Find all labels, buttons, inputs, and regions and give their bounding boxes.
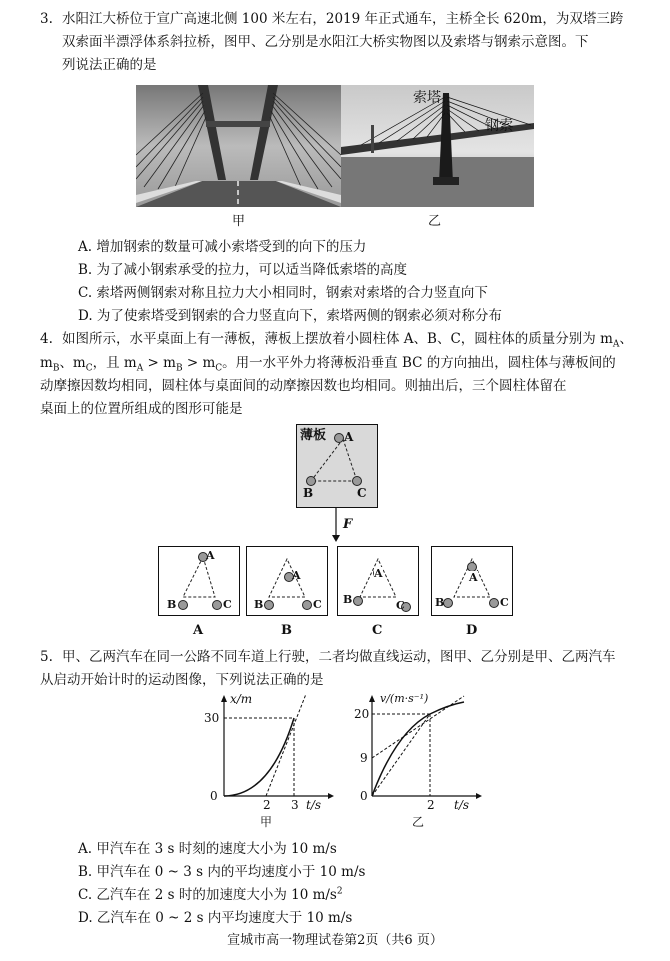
q5-stem-line-2: 从启动开始计时的运动图像，下列说法正确的是 — [40, 672, 324, 688]
graph-yi-xtick-2: 2 — [427, 798, 435, 812]
graph-jia-xtick-3: 3 — [291, 798, 299, 812]
box-b-point-a: A — [292, 569, 301, 582]
q3-stem-line-2: 双索面半漂浮体系斜拉桥，图甲、乙分别是水阳江大桥实物图以及索塔与钢索示意图。下 — [62, 34, 589, 50]
force-arrow-icon — [330, 507, 342, 543]
box-c-point-a: A — [374, 567, 383, 580]
box-d-point-a: A — [469, 571, 478, 584]
box-d-point-b: B — [435, 596, 445, 609]
graph-jia-xlabel: t/s — [306, 798, 322, 812]
q5-option-d: D. 乙汽车在 0 ~ 2 s 内平均速度大于 10 m/s — [78, 910, 353, 926]
option-label-b: B — [281, 623, 292, 638]
q4-stem-line-3: 动摩擦因数均相同，圆柱体与桌面间的动摩擦因数也均相同。则抽出后，三个圆柱体留在 — [40, 378, 567, 394]
graph-yi-origin: 0 — [360, 789, 368, 803]
box-b-point-b: B — [254, 598, 264, 611]
graph-yi-ytick-9: 9 — [360, 751, 368, 765]
box-c-point-c: C — [396, 599, 405, 612]
option-box-d — [431, 546, 513, 616]
graph-jia-xtick-2: 2 — [263, 798, 271, 812]
tower-label: 索塔 — [413, 90, 441, 106]
q5-stem-line-1: 甲、乙两汽车在同一公路不同车道上行驶，二者均做直线运动，图甲、乙分别是甲、乙两汽车 — [62, 649, 616, 665]
q4-stem-line-2: $m_B$、$m_C$，且 $m_A > m_B > m_C$。用一水平外力将薄板沿垂直 BC 的方向抽出，圆柱体与薄板间的 — [40, 355, 616, 374]
q5-number: 5. — [40, 649, 53, 665]
q3-stem-line-3: 列说法正确的是 — [62, 57, 157, 73]
graph-jia-ylabel: x/m — [230, 692, 253, 706]
plate-figure — [296, 424, 378, 508]
graph-yi — [356, 692, 486, 832]
option-box-c — [337, 546, 419, 616]
option-label-c: C — [372, 623, 383, 638]
bridge-photo-right — [341, 85, 534, 207]
graph-yi-caption: 乙 — [412, 815, 425, 829]
q3-stem-line-1: 水阳江大桥位于宣广高速北侧 100 米左右，2019 年正式通车，主桥全长 620m，为双塔三跨 — [62, 11, 624, 27]
option-box-b — [246, 546, 328, 616]
page-footer: 宣城市高一物理试卷第2页（共6 页） — [227, 933, 443, 948]
graph-jia-ytick: 30 — [204, 711, 220, 725]
q3-option-b: B. 为了减小钢索承受的拉力，可以适当降低索塔的高度 — [78, 262, 408, 278]
q4-number: 4. — [40, 331, 53, 347]
box-a-point-c: C — [223, 598, 232, 611]
plate-point-b: B — [303, 486, 314, 500]
graph-jia-origin: 0 — [210, 789, 218, 803]
q3-option-d: D. 为了使索塔受到钢索的合力竖直向下，索塔两侧的钢索必须对称分布 — [78, 308, 502, 324]
q5-option-c: C. 乙汽车在 2 s 时的加速度大小为 10 $m/s^2$ — [78, 886, 343, 903]
option-label-a: A — [193, 623, 204, 638]
graph-yi-ylabel: v/(m·s⁻¹) — [380, 692, 429, 705]
box-c-point-b: B — [343, 593, 353, 606]
option-box-a — [158, 546, 240, 616]
q4-stem-line-4: 桌面上的位置所组成的图形可能是 — [40, 401, 243, 417]
bridge-photo-left — [136, 85, 341, 207]
q4-stem-line-1: 如图所示，水平桌面上有一薄板，薄板上摆放着小圆柱体 A、B、C，圆柱体的质量分别为 $m_A$、 — [62, 331, 633, 350]
cable-label: 钢索 — [485, 118, 513, 134]
caption-jia: 甲 — [232, 214, 246, 229]
box-a-point-a: A — [206, 549, 215, 562]
plate-point-c: C — [357, 486, 367, 500]
force-label: F — [343, 517, 353, 532]
caption-yi: 乙 — [428, 214, 442, 229]
box-d-point-c: C — [500, 596, 509, 609]
graph-yi-ytick-20: 20 — [354, 707, 370, 721]
box-b-point-c: C — [313, 598, 322, 611]
graph-yi-xlabel: t/s — [454, 798, 470, 812]
graph-jia-caption: 甲 — [260, 815, 273, 829]
box-a-point-b: B — [167, 598, 177, 611]
q5-option-b: B. 甲汽车在 0 ~ 3 s 内的平均速度小于 10 m/s — [78, 864, 366, 880]
option-label-d: D — [466, 623, 478, 638]
q3-number: 3. — [40, 11, 53, 27]
q3-option-c: C. 索塔两侧钢索对称且拉力大小相同时，钢索对索塔的合力竖直向下 — [78, 285, 488, 301]
plate-point-a: A — [344, 430, 354, 444]
q3-option-a: A. 增加钢索的数量可减小索塔受到的向下的压力 — [78, 239, 367, 255]
q5-option-a: A. 甲汽车在 3 s 时刻的速度大小为 10 m/s — [78, 841, 337, 857]
plate-label: 薄板 — [300, 428, 327, 443]
graph-jia — [200, 692, 340, 832]
